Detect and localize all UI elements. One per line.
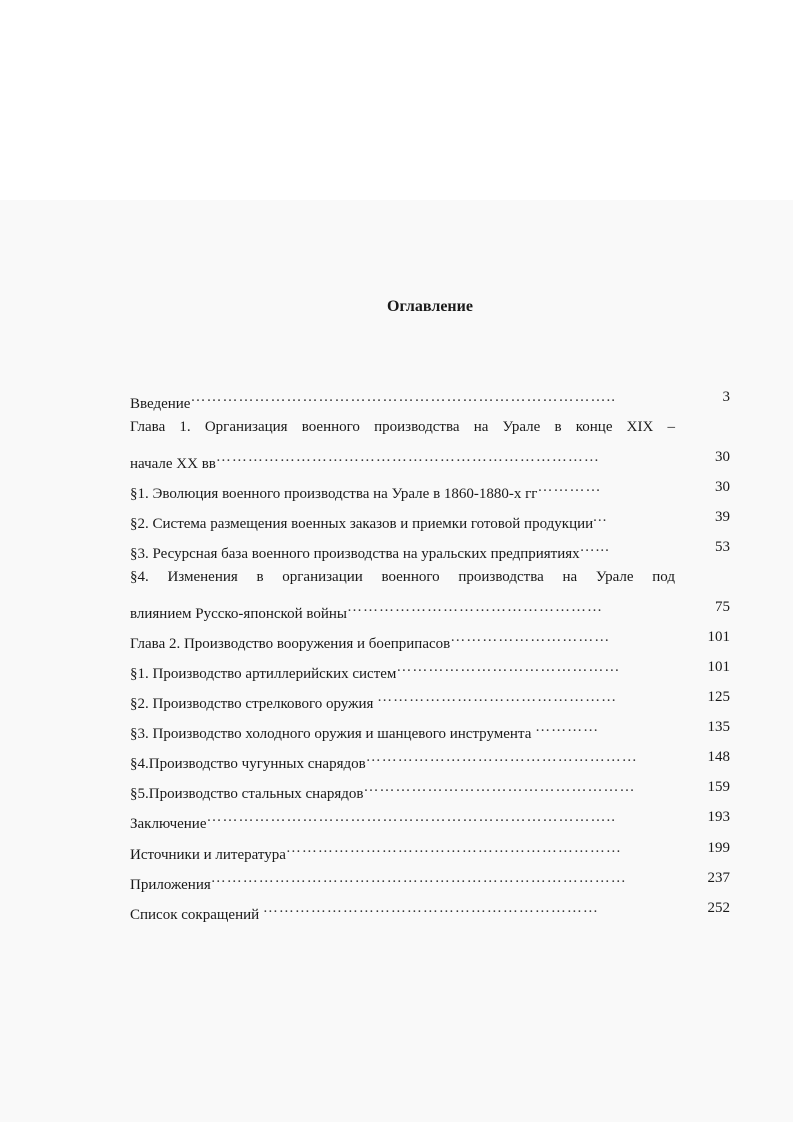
toc-entry-ch1-s4[interactable] — [130, 596, 730, 622]
toc-entry-label: §1. Эволюция военного производства на Урале в 1860-1880-х гг — [130, 486, 538, 502]
toc-entry-label: §3. Производство холодного оружия и шанцевого инструмента — [130, 726, 536, 742]
toc-page-number: 75 — [715, 599, 730, 615]
toc-page-number: 30 — [715, 449, 730, 465]
toc-page-number: 135 — [707, 719, 730, 735]
toc-entry-ch1-s1[interactable] — [130, 476, 730, 502]
toc-leader-dots: ………………………………………… — [346, 599, 603, 615]
toc-entry-ch2-s1[interactable] — [130, 656, 730, 682]
toc-entry-ch1-s3[interactable] — [130, 536, 730, 562]
toc-page-number: 199 — [707, 840, 730, 856]
toc-entry-appendices[interactable] — [130, 867, 730, 893]
toc-page-number: 39 — [715, 509, 730, 525]
toc-entry-ch1-s4-line1[interactable]: §4. Изменения в организации военного производства на Урале под — [130, 569, 675, 585]
toc-entry-ch2-s3[interactable] — [130, 716, 730, 742]
toc-page-number: 252 — [707, 900, 730, 916]
toc-entry-label: §3. Ресурсная база военного производства на уральских предприятиях — [130, 546, 580, 562]
toc-entry-label: Введение — [130, 396, 191, 412]
toc-leader-dots: …………………………………… — [396, 659, 621, 675]
toc-entry-label: Заключение — [130, 816, 207, 832]
toc-entry-label: §4.Производство чугунных снарядов — [130, 756, 366, 772]
toc-entry-label: §2. Производство стрелкового оружия — [130, 696, 378, 712]
toc-leader-dots: ………………………… — [450, 629, 611, 645]
toc-page-number: 101 — [707, 659, 730, 675]
toc-entry-abbreviations[interactable] — [130, 897, 730, 923]
toc-page-number: 101 — [707, 629, 730, 645]
toc-leader-dots: ……………………………………………………………… — [215, 449, 600, 465]
toc-entry-label: влиянием Русско-японской войны — [130, 606, 347, 622]
toc-entry-chapter-2[interactable] — [130, 626, 730, 652]
toc-entry-label: §1. Производство артиллерийских систем — [130, 666, 397, 682]
toc-entry-sources[interactable] — [130, 837, 730, 863]
toc-entry-label: Источники и литература — [130, 847, 286, 863]
toc-entry-introduction[interactable] — [130, 386, 730, 412]
toc-entry-label: Список сокращений — [130, 907, 263, 923]
toc-entry-label: §2. Система размещения военных заказов и приемки готовой продукции — [130, 516, 594, 532]
toc-entry-chapter-1-line1[interactable]: Глава 1. Организация военного производства на Урале в конце XIX – — [130, 419, 675, 435]
toc-page-number: 159 — [707, 779, 730, 795]
toc-leader-dots: ... — [593, 509, 608, 525]
toc-entry-ch1-s2[interactable] — [130, 506, 730, 532]
toc-leader-dots: …………………………………………… — [365, 749, 638, 765]
toc-entry-label: начале XX вв — [130, 456, 216, 472]
toc-leader-dots: …………………………………………… — [363, 779, 636, 795]
toc-leader-dots: ……………………………………… — [377, 689, 618, 705]
toc-leader-dots: ……………………………………………………… — [285, 840, 622, 856]
toc-entry-label: Приложения — [130, 877, 211, 893]
toc-leader-dots: …………………………………………………………………… — [210, 870, 627, 886]
toc-page-number: 125 — [707, 689, 730, 705]
toc-entry-label: §5.Производство стальных снарядов — [130, 786, 364, 802]
toc-entry-chapter-1[interactable] — [130, 446, 730, 472]
toc-entry-label: Глава 2. Производство вооружения и боеприпасов — [130, 636, 451, 652]
toc-leader-dots: ………………………………………………………………….. — [206, 809, 616, 825]
toc-page-number: 30 — [715, 479, 730, 495]
toc-leader-dots: ……………………………………………………… — [262, 900, 599, 916]
toc-entry-ch2-s2[interactable] — [130, 686, 730, 712]
toc-page-number: 53 — [715, 539, 730, 555]
toc-leader-dots: …………………………………………………………………….. — [190, 389, 616, 405]
toc-leader-dots: ………… — [535, 719, 600, 735]
toc-entry-ch2-s5[interactable] — [130, 776, 730, 802]
toc-page-number: 148 — [707, 749, 730, 765]
toc-leader-dots: ………… — [537, 479, 602, 495]
page-title: Оглавление — [387, 298, 473, 315]
toc-leader-dots: …... — [579, 539, 610, 555]
toc-entry-ch2-s4[interactable] — [130, 746, 730, 772]
toc-page-number: 193 — [707, 809, 730, 825]
toc-page-number: 3 — [722, 389, 730, 405]
toc-page-number: 237 — [707, 870, 730, 886]
toc-entry-conclusion[interactable] — [130, 806, 730, 832]
